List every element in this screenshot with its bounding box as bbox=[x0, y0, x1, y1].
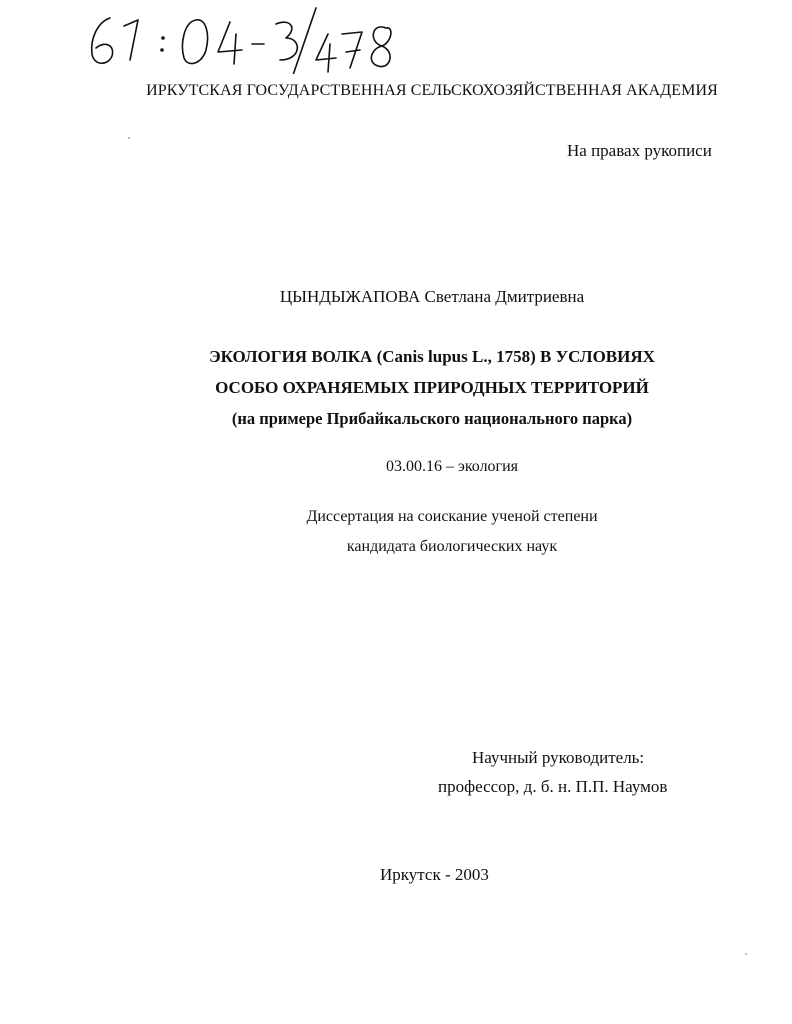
scan-speck bbox=[745, 953, 747, 955]
rights-note: На правах рукописи bbox=[567, 141, 712, 160]
institution-name: ИРКУТСКАЯ ГОСУДАРСТВЕННАЯ СЕЛЬСКОХОЗЯЙСТВЕННАЯ АКАДЕМИЯ bbox=[146, 82, 718, 99]
scan-speck bbox=[128, 137, 130, 139]
handwritten-code-strokes bbox=[80, 4, 410, 74]
degree-line-2: кандидата биологических наук bbox=[346, 538, 558, 555]
author-name: ЦЫНДЫЖАПОВА Светлана Дмитриевна bbox=[279, 287, 585, 306]
degree-line-1: Диссертация на соискание ученой степени bbox=[306, 508, 598, 525]
specialty-code: 03.00.16 – экология bbox=[385, 458, 519, 475]
dissertation-title-line-3: (на примере Прибайкальского национального парка) bbox=[231, 409, 633, 428]
supervisor-label: Научный руководитель: bbox=[472, 748, 645, 767]
handwritten-archive-code bbox=[80, 4, 410, 74]
dissertation-title-line-2: ОСОБО ОХРАНЯЕМЫХ ПРИРОДНЫХ ТЕРРИТОРИЙ bbox=[215, 378, 649, 397]
place-and-year: Иркутск - 2003 bbox=[380, 865, 489, 884]
supervisor-name: профессор, д. б. н. П.П. Наумов bbox=[438, 777, 668, 796]
dissertation-title-line-1: ЭКОЛОГИЯ ВОЛКА (Canis lupus L., 1758) В УСЛОВИЯХ bbox=[209, 347, 655, 366]
